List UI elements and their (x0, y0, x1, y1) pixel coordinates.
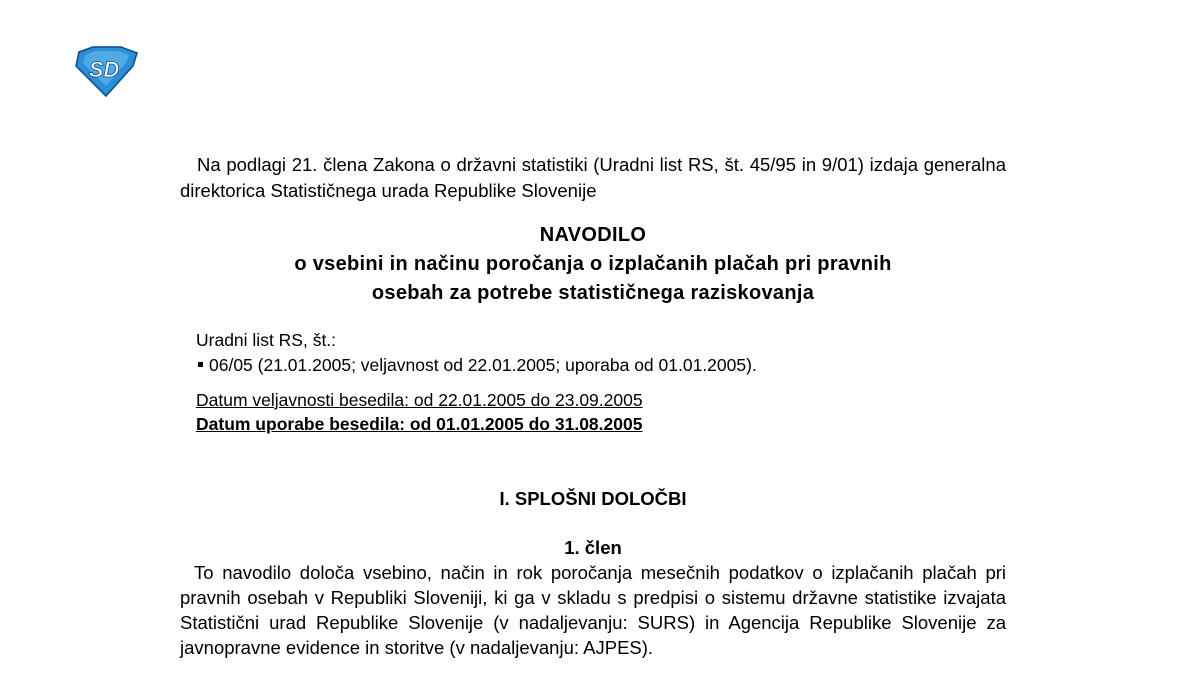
section-heading: I. SPLOŠNI DOLOČBI (499, 488, 687, 509)
title-line-1: NAVODILO (539, 224, 647, 246)
intro-paragraph: Na podlagi 21. člena Zakona o državni statistiki (Uradni list RS, št. 45/95 in 9/01) izdaja generalna direktorica Statističnega urada Republike Slovenije (180, 154, 1006, 201)
title-line-3: osebah za potrebe statističnega raziskovanja (371, 282, 815, 304)
logo-text: SD (88, 57, 120, 82)
bullet-icon (198, 362, 203, 367)
validity-date-link[interactable]: Datum veljavnosti besedila: od 22.01.2005 do 23.09.2005 (196, 390, 643, 410)
document-title (180, 221, 1006, 308)
gazette-label: Uradni list RS, št.: (196, 330, 337, 350)
document-body (180, 152, 1006, 660)
gazette-reference (196, 328, 1006, 378)
surs-logo-icon (71, 46, 141, 98)
article-heading: 1. člen (564, 537, 622, 558)
gazette-entry (196, 353, 1006, 378)
usage-date-link[interactable]: Datum uporabe besedila: od 01.01.2005 do 31.08.2005 (196, 414, 643, 434)
article-paragraph: To navodilo določa vsebino, način in rok poročanja mesečnih podatkov o izplačanih plačah pri pravnih osebah v Republiki Sloveniji, ki ga v skladu s predpisi o sistemu državne statistike izvajata Statistični urad Republike Slovenije (v nadaljevanju: SURS) in Agencija Republike Slovenije za javnopravne evidence in storitve (v nadaljevanju: AJPES). (180, 562, 1006, 658)
title-line-2: o vsebini in načinu poročanja o izplačanih plačah pri pravnih (294, 253, 892, 275)
text-dates (196, 388, 1006, 436)
gazette-entry-text: 06/05 (21.01.2005; veljavnost od 22.01.2005; uporaba od 01.01.2005). (209, 355, 757, 375)
